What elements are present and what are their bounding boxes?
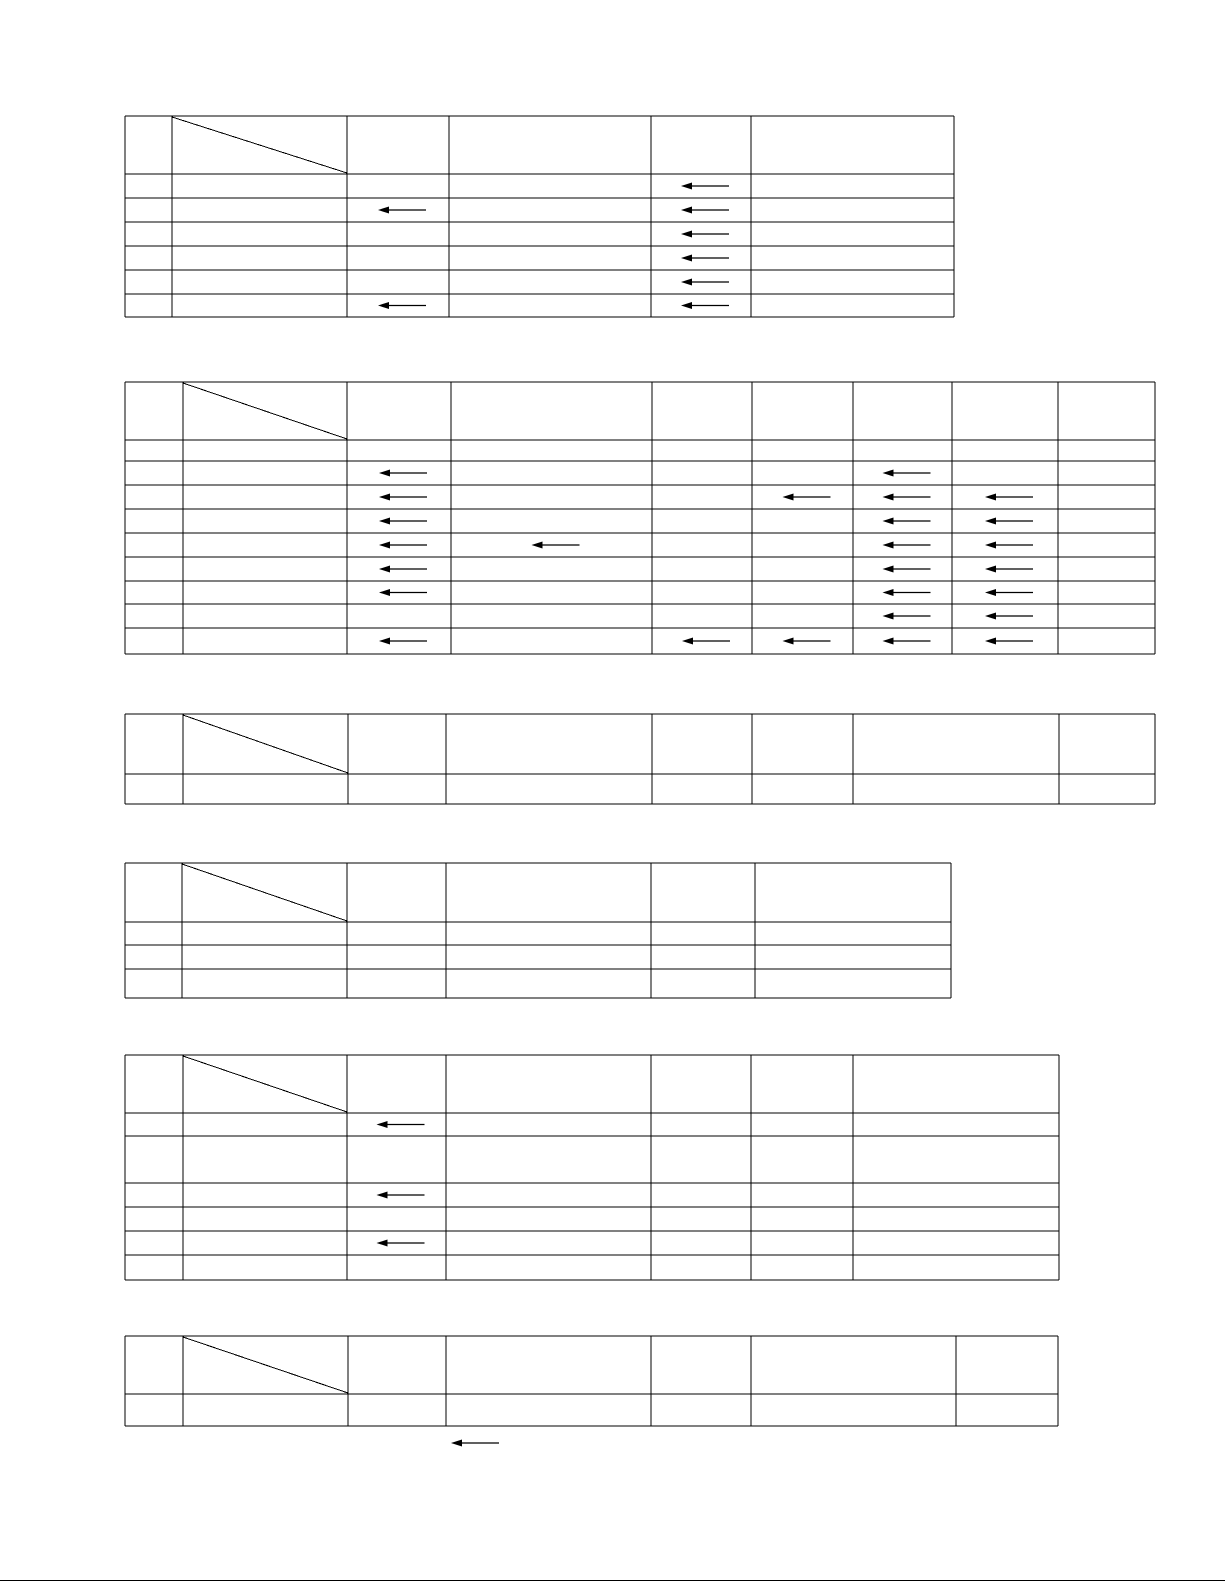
table-2-arrow-icon-18: [883, 638, 931, 645]
table-2-arrow-icon-24: [985, 613, 1033, 620]
table-2-arrow-icon-6: [379, 638, 427, 645]
table-2-arrow-icon-2: [379, 518, 427, 525]
table-5-arrow-icon-1: [377, 1192, 425, 1199]
table-2-arrow-icon-8: [682, 638, 730, 645]
table-1-arrow-icon-0: [378, 207, 426, 214]
table-2-arrow-icon-17: [883, 613, 931, 620]
table-1-arrow-icon-4: [681, 231, 729, 238]
table-2-arrow-icon-25: [985, 638, 1033, 645]
table-2-arrow-icon-14: [883, 542, 931, 549]
table-2-arrow-icon-12: [883, 494, 931, 501]
table-2-arrow-icon-20: [985, 518, 1033, 525]
footer-rule: [0, 1580, 1225, 1581]
table-1-arrow-icon-6: [681, 279, 729, 286]
table-2-arrow-icon-11: [883, 470, 931, 477]
table-2-arrow-icon-3: [379, 542, 427, 549]
table-2-arrow-icon-22: [985, 566, 1033, 573]
table-2-arrow-icon-5: [379, 589, 427, 596]
table-2-arrow-icon-10: [783, 638, 831, 645]
table-2-arrow-icon-19: [985, 494, 1033, 501]
table-5-header-diagonal: [183, 1056, 347, 1112]
table-5-arrow-icon-2: [377, 1240, 425, 1247]
table-2-arrow-icon-0: [379, 470, 427, 477]
table-2-arrow-icon-16: [883, 589, 931, 596]
table-2-arrow-icon-13: [883, 518, 931, 525]
footnote-arrow-icon-0: [451, 1440, 499, 1447]
table-2-arrow-icon-15: [883, 566, 931, 573]
table-2-arrow-icon-23: [985, 589, 1033, 596]
table-2-header-diagonal: [183, 383, 347, 439]
table-1-header-diagonal: [172, 117, 347, 173]
table-3-header-diagonal: [183, 715, 348, 773]
table-1-arrow-icon-7: [681, 302, 729, 309]
table-6-header-diagonal: [183, 1337, 348, 1393]
table-1-arrow-icon-3: [681, 207, 729, 214]
table-2-arrow-icon-1: [379, 494, 427, 501]
table-2-arrow-icon-9: [783, 494, 831, 501]
table-2-arrow-icon-7: [532, 542, 580, 549]
table-1-arrow-icon-2: [681, 183, 729, 190]
table-5-arrow-icon-0: [377, 1121, 425, 1128]
table-2-arrow-icon-21: [985, 542, 1033, 549]
table-2-arrow-icon-4: [379, 566, 427, 573]
table-1-arrow-icon-1: [378, 302, 426, 309]
table-1-arrow-icon-5: [681, 255, 729, 262]
table-4-header-diagonal: [182, 864, 347, 921]
